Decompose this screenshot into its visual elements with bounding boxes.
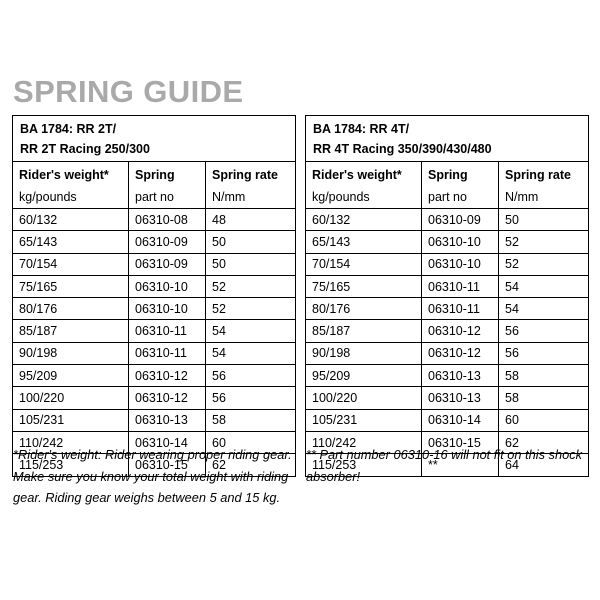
cell-spring-rate: 52: [206, 275, 296, 297]
cell-weight: 100/220: [13, 387, 129, 409]
cell-weight: 105/231: [306, 409, 422, 431]
page-title: SPRING GUIDE: [13, 74, 244, 109]
table-row: [306, 298, 589, 320]
table-row: [13, 409, 296, 431]
table-row: [306, 365, 589, 387]
cell-spring-rate: 58: [499, 365, 589, 387]
table-row: [13, 209, 296, 231]
cell-spring-rate: 52: [499, 231, 589, 253]
table-title-row: [13, 139, 296, 162]
cell-part-no: 06310-10: [422, 231, 499, 253]
cell-part-no: 06310-10: [422, 253, 499, 275]
cell-weight: 110/242: [13, 431, 129, 453]
cell-spring-rate: 52: [206, 298, 296, 320]
cell-part-no: 06310-11: [422, 298, 499, 320]
footnote-riders-weight-text: *Rider's weight: Rider wearing proper riding gear. Make sure you know your total weight with riding gear. Riding gear weighs between 5 and 15 kg.: [13, 447, 292, 505]
cell-part-no: 06310-12: [422, 342, 499, 364]
cell-weight: 70/154: [13, 253, 129, 275]
table-row: [13, 231, 296, 253]
cell-spring-rate: 62: [206, 454, 296, 476]
cell-weight: 115/253: [13, 454, 129, 476]
cell-weight: 115/253: [306, 454, 422, 476]
table-title-row: [306, 139, 589, 162]
table-row: [306, 253, 589, 275]
table-row: [13, 342, 296, 364]
cell-part-no: 06310-13: [422, 365, 499, 387]
cell-weight: 90/198: [306, 342, 422, 364]
cell-spring-rate: 54: [206, 320, 296, 342]
cell-spring-rate: 56: [206, 365, 296, 387]
cell-weight: 65/143: [306, 231, 422, 253]
cell-spring-rate: 60: [206, 431, 296, 453]
cell-part-no: 06310-09: [422, 209, 499, 231]
cell-spring-rate: 54: [499, 298, 589, 320]
table-row: [306, 209, 589, 231]
cell-spring-rate: 58: [206, 409, 296, 431]
cell-part-no: 06310-08: [129, 209, 206, 231]
table-title-row: [13, 116, 296, 140]
spring-table-rr-4t-body: [306, 116, 589, 477]
cell-part-no: 06310-15: [422, 431, 499, 453]
column-header-spring-rate-units: N/mm: [206, 186, 296, 209]
cell-part-no: 06310-15: [129, 454, 206, 476]
cell-part-no: 06310-13: [129, 409, 206, 431]
cell-weight: 95/209: [306, 365, 422, 387]
cell-spring-rate: 54: [499, 275, 589, 297]
cell-spring-rate: 56: [499, 342, 589, 364]
table-title-line2: RR 2T Racing 250/300: [13, 139, 296, 162]
table-row: [13, 253, 296, 275]
column-header-spring: Spring: [129, 162, 206, 187]
cell-spring-rate: 60: [499, 409, 589, 431]
spring-table-rr-4t-container: [305, 115, 588, 477]
table-header-subrow: [306, 186, 589, 209]
column-header-spring-rate: Spring rate: [499, 162, 589, 187]
cell-spring-rate: 50: [206, 231, 296, 253]
cell-weight: 85/187: [13, 320, 129, 342]
cell-part-no: 06310-12: [129, 365, 206, 387]
column-header-weight-units: kg/pounds: [306, 186, 422, 209]
cell-spring-rate: 62: [499, 431, 589, 453]
cell-part-no: **: [422, 454, 499, 476]
table-row: [13, 275, 296, 297]
cell-part-no: 06310-10: [129, 275, 206, 297]
table-row: [13, 365, 296, 387]
cell-part-no: 06310-11: [129, 320, 206, 342]
cell-part-no: 06310-13: [422, 387, 499, 409]
cell-part-no: 06310-12: [422, 320, 499, 342]
cell-part-no: 06310-14: [129, 431, 206, 453]
column-header-spring-rate-units: N/mm: [499, 186, 589, 209]
cell-part-no: 06310-09: [129, 231, 206, 253]
cell-spring-rate: 56: [499, 320, 589, 342]
cell-part-no: 06310-09: [129, 253, 206, 275]
footnote-part-number-text: ** Part number 06310-16 will not fit on this shock absorber!: [306, 447, 582, 484]
cell-spring-rate: 50: [499, 209, 589, 231]
table-header-row: [13, 162, 296, 187]
cell-weight: 75/165: [13, 275, 129, 297]
cell-spring-rate: 64: [499, 454, 589, 476]
cell-weight: 65/143: [13, 231, 129, 253]
table-title-line1: BA 1784: RR 2T/: [20, 121, 117, 136]
cell-weight: 105/231: [13, 409, 129, 431]
spring-table-rr-2t: [12, 115, 296, 477]
spring-table-rr-2t-container: [12, 115, 295, 477]
cell-spring-rate: 56: [206, 387, 296, 409]
table-row: [13, 387, 296, 409]
column-header-weight-units: kg/pounds: [13, 186, 129, 209]
column-header-weight: Rider's weight*: [306, 162, 422, 187]
footnote-riders-weight: [13, 444, 298, 509]
spring-table-rr-4t: [305, 115, 589, 477]
cell-part-no: 06310-11: [422, 275, 499, 297]
table-row: [13, 320, 296, 342]
table-header-subrow: [13, 186, 296, 209]
cell-part-no: 06310-14: [422, 409, 499, 431]
cell-spring-rate: 58: [499, 387, 589, 409]
cell-weight: 85/187: [306, 320, 422, 342]
column-header-spring-units: part no: [129, 186, 206, 209]
table-row: [306, 275, 589, 297]
cell-spring-rate: 50: [206, 253, 296, 275]
cell-weight: 75/165: [306, 275, 422, 297]
table-row: [13, 298, 296, 320]
footnote-part-number: [306, 444, 591, 487]
cell-weight: 80/176: [306, 298, 422, 320]
cell-weight: 60/132: [306, 209, 422, 231]
cell-spring-rate: 54: [206, 342, 296, 364]
spring-table-rr-2t-body: [13, 116, 296, 477]
cell-weight: 80/176: [13, 298, 129, 320]
cell-spring-rate: 48: [206, 209, 296, 231]
table-title-row: [306, 116, 589, 140]
table-header-row: [306, 162, 589, 187]
table-title-line1: BA 1784: RR 4T/: [313, 121, 410, 136]
column-header-spring-units: part no: [422, 186, 499, 209]
cell-weight: 60/132: [13, 209, 129, 231]
table-row: [306, 231, 589, 253]
cell-part-no: 06310-10: [129, 298, 206, 320]
table-row: [306, 409, 589, 431]
table-row: [306, 387, 589, 409]
column-header-spring: Spring: [422, 162, 499, 187]
cell-weight: 100/220: [306, 387, 422, 409]
cell-weight: 95/209: [13, 365, 129, 387]
cell-spring-rate: 52: [499, 253, 589, 275]
table-row: [306, 320, 589, 342]
cell-part-no: 06310-12: [129, 387, 206, 409]
cell-weight: 70/154: [306, 253, 422, 275]
column-header-weight: Rider's weight*: [13, 162, 129, 187]
table-title-line2: RR 4T Racing 350/390/430/480: [306, 139, 589, 162]
table-row: [306, 342, 589, 364]
cell-weight: 110/242: [306, 431, 422, 453]
cell-part-no: 06310-11: [129, 342, 206, 364]
column-header-spring-rate: Spring rate: [206, 162, 296, 187]
cell-weight: 90/198: [13, 342, 129, 364]
